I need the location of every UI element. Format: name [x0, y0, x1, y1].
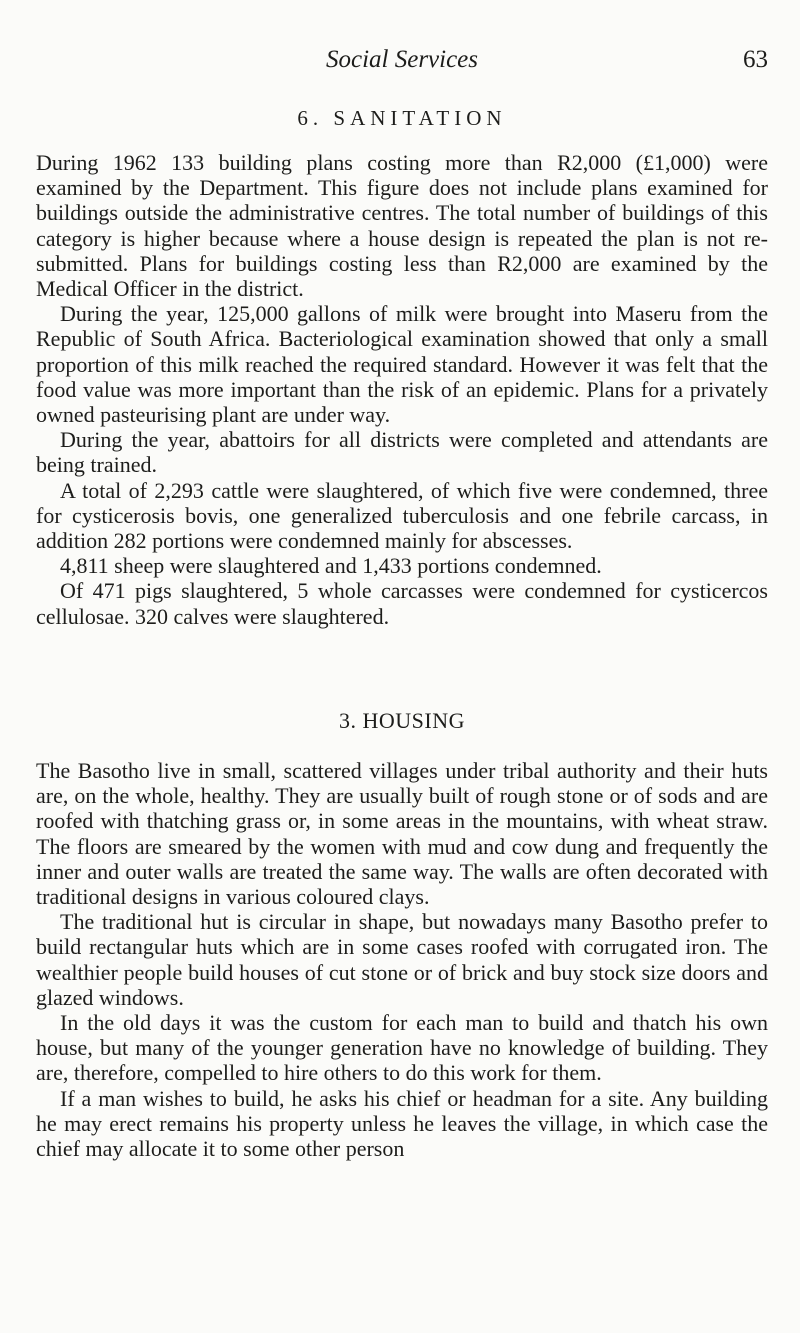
paragraph: Of 471 pigs slaughtered, 5 whole carcasses were condemned for cysticercos cellulosae. 320 calves were slaughtered.: [36, 578, 768, 629]
header-title: Social Services: [325, 46, 479, 73]
section-heading-sanitation: 6. SANITATION: [297, 106, 507, 130]
paragraph: If a man wishes to build, he asks his chief or headman for a site. Any building he may erect remains his property unless he leaves the village, in which case the chief may allocate it to some other person: [36, 1085, 768, 1162]
section-heading-housing: 3. HOUSING: [339, 708, 465, 733]
paragraph: A total of 2,293 cattle were slaughtered, of which five were condemned, three for cysticerosis bovis, one generalized tuberculosis and one febrile carcass, in addition 282 portions were condemned mainly for abscesses.: [36, 477, 768, 554]
paragraph: The Basotho live in small, scattered villages under tribal authority and their huts are, on the whole, healthy. They are usually built of rough stone or of sods and are roofed with thatching grass or, in some areas in the mountains, with wheat straw. The floors are smeared by the women with mud and cow dung and frequently the inner and outer walls are treated the same way. The walls are often decorated with traditional designs in various coloured clays.: [36, 758, 768, 910]
running-header: [36, 46, 768, 82]
paragraph: During the year, abattoirs for all districts were completed and attendants are being trained.: [36, 427, 768, 478]
paragraph: The traditional hut is circular in shape, but nowadays many Basotho prefer to build rectangular huts which are in some cases roofed with corrugated iron. The wealthier people build houses of cut stone or of brick and buy stock size doors and glazed windows.: [36, 909, 768, 1010]
sanitation-section: [36, 150, 768, 629]
page-number: 63: [743, 46, 768, 73]
paragraph: During 1962 133 building plans costing more than R2,000 (£1,000) were examined by the Department. This figure does not include plans examined for buildings outside the administrative centres. The total number of buildings of this category is higher because where a house design is repeated the plan is not re-submitted. Plans for buildings costing less than R2,000 are examined by the Medical Officer in the district.: [36, 150, 768, 302]
paragraph: In the old days it was the custom for each man to build and thatch his own house, but many of the younger generation have no knowledge of building. They are, therefore, compelled to hire others to do this work for them.: [36, 1010, 768, 1086]
paragraph: During the year, 125,000 gallons of milk were brought into Maseru from the Republic of South Africa. Bacteriological examination showed that only a small proportion of this milk reached the required standard. However it was felt that the food value was more important than the risk of an epidemic. Plans for a privately owned pasteurising plant are under way.: [36, 301, 768, 428]
paragraph: 4,811 sheep were slaughtered and 1,433 portions condemned.: [60, 553, 602, 579]
housing-section: [36, 758, 768, 1161]
